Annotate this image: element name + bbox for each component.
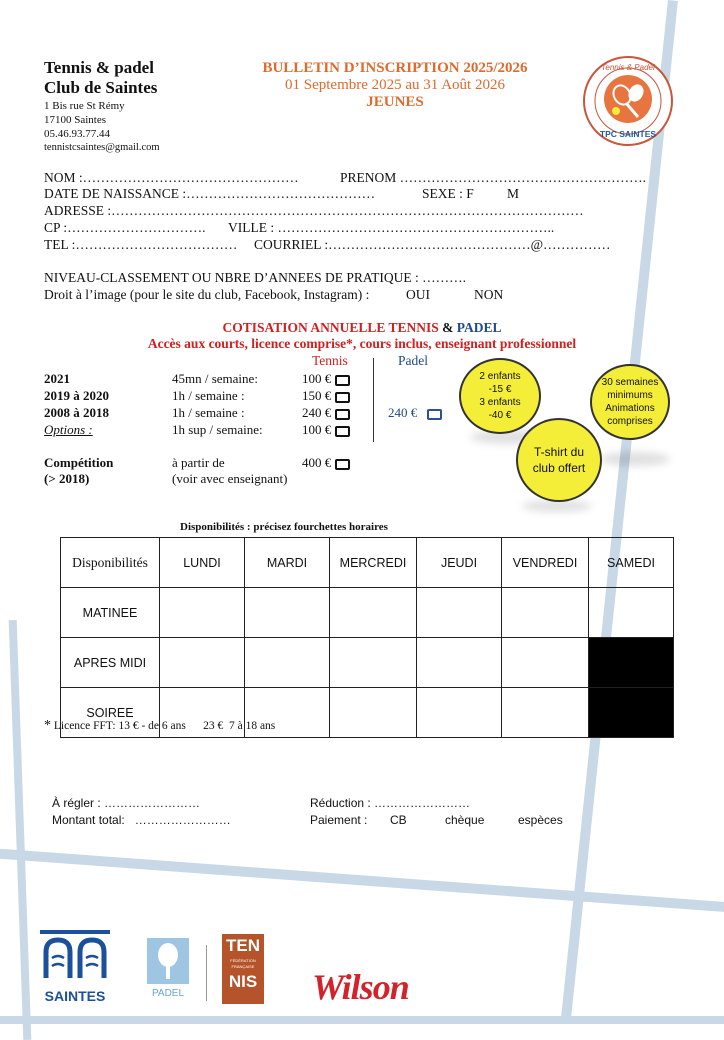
rate-year: Options :: [44, 422, 93, 437]
checkbox[interactable]: [335, 426, 350, 437]
checkbox[interactable]: [335, 375, 350, 386]
fft-logo-bottom: NIS: [228, 972, 258, 991]
address-line1: 1 Bis rue St Rémy: [44, 100, 125, 112]
table-cell[interactable]: [245, 588, 330, 638]
paiement-cheque[interactable]: chèque: [445, 813, 485, 827]
email: tennistcsaintes@gmail.com: [44, 142, 160, 153]
saintes-logo-text: SAINTES: [44, 988, 106, 1004]
ball-tshirt: T-shirt du club offert: [516, 418, 602, 502]
rate-price[interactable]: 100 €: [302, 422, 350, 438]
rate-year: 2021: [44, 371, 70, 386]
field-sexe-m[interactable]: M: [507, 186, 520, 201]
competition-note: (voir avec enseignant): [172, 471, 288, 486]
field-courriel[interactable]: COURRIEL :………………………………………@……………: [254, 237, 611, 252]
table-cell[interactable]: [330, 638, 417, 688]
checkbox[interactable]: [335, 459, 350, 470]
padel-price[interactable]: 240 €: [388, 405, 442, 421]
field-sexe[interactable]: SEXE : F: [422, 186, 474, 201]
rate-desc: 45mn / semaine:: [172, 371, 258, 386]
rate-row: [44, 405, 364, 422]
logo-top-text: Tennis & Padel: [601, 63, 655, 72]
table-header: MARDI: [245, 538, 330, 588]
form-title-block: [220, 60, 570, 111]
logo-bottom-text: TPC SAINTES: [599, 129, 657, 139]
ball-shadow: [600, 452, 670, 466]
table-header: LUNDI: [160, 538, 245, 588]
club-logo: [582, 55, 674, 147]
rate-year: 2019 à 2020: [44, 388, 109, 403]
rate-desc: 1h sup / semaine:: [172, 422, 263, 437]
court-line-diagonal: [0, 848, 724, 915]
rate-desc: 1h / semaine :: [172, 405, 245, 420]
cotisation-title-amp: &: [442, 320, 454, 335]
rate-desc: 1h / semaine :: [172, 388, 245, 403]
table-cell[interactable]: [502, 638, 589, 688]
field-date-naissance[interactable]: DATE DE NAISSANCE :……………………………………: [44, 186, 376, 201]
fft-logo-fed: FÉDÉRATION FRANÇAISE: [230, 958, 256, 969]
tennis-rates: [44, 371, 364, 439]
wilson-logo: Wilson: [312, 967, 409, 1007]
form-category: JEUNES: [366, 94, 424, 110]
dispo-caption: Disponibilités : précisez fourchettes horaires: [180, 521, 388, 533]
paiement-label: Paiement :: [310, 813, 368, 827]
field-droit-image: Droit à l’image (pour le site du club, Facebook, Instagram) :: [44, 287, 370, 302]
table-cell-blocked: [589, 638, 674, 688]
competition-age: (> 2018): [44, 471, 90, 486]
padel-logo-text: PADEL: [151, 988, 185, 999]
table-cell[interactable]: [245, 638, 330, 688]
field-prenom[interactable]: PRENOM ……………………………………………….: [340, 170, 647, 185]
footnote-star: *: [44, 718, 51, 733]
table-cell[interactable]: [417, 588, 502, 638]
table-cell[interactable]: [330, 588, 417, 638]
form-title: BULLETIN D’INSCRIPTION 2025/2026: [262, 60, 528, 76]
competition-label: Compétition: [44, 455, 114, 470]
ball-weeks: 30 semaines minimums Animations comprises: [590, 364, 670, 440]
table-cell[interactable]: [417, 638, 502, 688]
table-header-row: [61, 538, 674, 588]
table-cell[interactable]: [502, 588, 589, 638]
table-cell[interactable]: [502, 688, 589, 738]
cotisation-title: [0, 320, 724, 336]
competition-desc: à partir de: [172, 455, 225, 470]
col-tennis: Tennis: [312, 353, 348, 368]
form-period: 01 Septembre 2025 au 31 Août 2026: [285, 77, 505, 93]
competition-price[interactable]: 400 €: [302, 455, 350, 471]
field-nom[interactable]: NOM :…………………………………………: [44, 170, 299, 185]
field-niveau[interactable]: NIVEAU-CLASSEMENT OU NBRE D’ANNEES DE PRATIQUE : ……….: [44, 270, 466, 285]
field-adresse[interactable]: ADRESSE :……………………………………………………………………………………………: [44, 203, 584, 218]
reduction[interactable]: Réduction : ……………………: [310, 796, 471, 810]
rate-year: 2008 à 2018: [44, 405, 109, 420]
table-row: [61, 588, 674, 638]
table-cell[interactable]: [160, 588, 245, 638]
fft-tennis-logo: [222, 934, 264, 1004]
row-label: MATINEE: [61, 588, 160, 638]
table-cell[interactable]: [330, 688, 417, 738]
table-cell[interactable]: [589, 588, 674, 638]
droit-oui[interactable]: OUI: [406, 287, 430, 302]
phone: 05.46.93.77.44: [44, 128, 110, 140]
table-cell[interactable]: [160, 638, 245, 688]
table-cell-blocked: [589, 688, 674, 738]
field-tel[interactable]: TEL :………………………………: [44, 237, 238, 252]
court-line-bottom: [0, 1016, 724, 1024]
checkbox[interactable]: [335, 409, 350, 420]
rate-price[interactable]: 240 €: [302, 405, 350, 421]
a-regler[interactable]: À régler : ……………………: [52, 796, 201, 810]
cotisation-divider: [373, 358, 374, 442]
table-header: SAMEDI: [589, 538, 674, 588]
rate-row: [44, 422, 364, 439]
availability-table: [60, 537, 674, 738]
table-header: JEUDI: [417, 538, 502, 588]
logo-divider: [206, 945, 207, 1001]
table-cell[interactable]: [417, 688, 502, 738]
montant-total[interactable]: Montant total: ……………………: [52, 813, 231, 827]
col-padel: Padel: [398, 353, 428, 368]
club-name-line2: Club de Saintes: [44, 78, 158, 97]
rate-price[interactable]: 150 €: [302, 388, 350, 404]
fft-logo-top: TEN: [226, 936, 260, 955]
footnote-text: Licence FFT: 13 € - de 6 ans 23 € 7 à 18 ans: [53, 720, 276, 732]
cotisation-title-padel: PADEL: [456, 320, 502, 335]
court-line-left: [9, 620, 32, 1040]
table-row: [61, 638, 674, 688]
club-name-line1: Tennis & padel: [44, 58, 154, 77]
field-ville[interactable]: VILLE : ……………………………………………………..: [228, 220, 555, 235]
address-line2: 17100 Saintes: [44, 114, 107, 126]
checkbox[interactable]: [427, 409, 442, 420]
padel-logo: [146, 937, 190, 1003]
rate-row: [44, 388, 364, 405]
droit-non[interactable]: NON: [474, 287, 504, 302]
rate-price[interactable]: 100 €: [302, 371, 350, 387]
row-label: APRES MIDI: [61, 638, 160, 688]
footnote: [44, 718, 275, 734]
table-header: Disponibilités: [61, 538, 160, 588]
row-label: SOIREE: [61, 688, 160, 738]
table-header: MERCREDI: [330, 538, 417, 588]
table-header: VENDREDI: [502, 538, 589, 588]
rate-row: [44, 371, 364, 388]
saintes-logo: [38, 928, 112, 1006]
paiement-especes[interactable]: espèces: [518, 813, 563, 827]
checkbox[interactable]: [335, 392, 350, 403]
paiement-cb[interactable]: CB: [390, 813, 407, 827]
field-cp[interactable]: CP :………………………….: [44, 220, 206, 235]
club-name: [44, 58, 157, 98]
cotisation-subtitle: Accès aux courts, licence comprise*, cours inclus, enseignant professionnel: [147, 336, 577, 351]
club-address: [44, 99, 160, 155]
cotisation-title-tennis: COTISATION ANNUELLE TENNIS: [222, 320, 439, 335]
ball-discount: 2 enfants -15 € 3 enfants -40 €: [459, 358, 541, 434]
